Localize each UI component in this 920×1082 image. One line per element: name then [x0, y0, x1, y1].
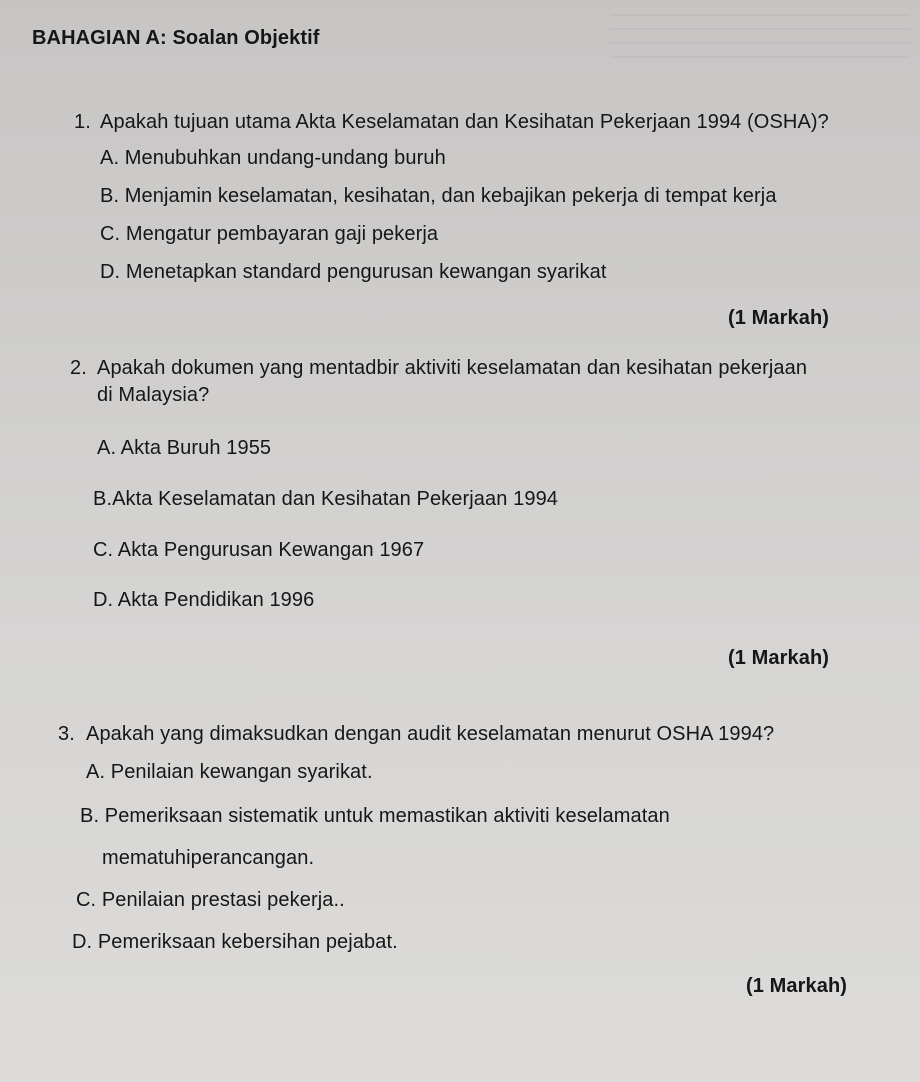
question-1-text: Apakah tujuan utama Akta Keselamatan dan Kesihatan Pekerjaan 1994 (OSHA)? [100, 111, 829, 133]
question-3-marks: (1 Markah) [746, 975, 848, 997]
question-3-text: Apakah yang dimaksudkan dengan audit keselamatan menurut OSHA 1994? [86, 723, 775, 745]
question-3-number: 3. [58, 723, 75, 745]
section-title: BAHAGIAN A: Soalan Objektif [32, 27, 320, 49]
question-1-number: 1. [74, 111, 91, 133]
question-1-option-d: D. Menetapkan standard pengurusan kewangan syarikat [100, 261, 607, 283]
question-2-marks: (1 Markah) [728, 647, 830, 669]
question-2-option-b: B.Akta Keselamatan dan Kesihatan Pekerjaan 1994 [93, 488, 559, 510]
question-3-option-c: C. Penilaian prestasi pekerja.. [76, 889, 345, 911]
question-2-option-c: C. Akta Pengurusan Kewangan 1967 [93, 539, 425, 561]
question-3-option-b: B. Pemeriksaan sistematik untuk memastikan aktiviti keselamatan [80, 805, 670, 827]
question-2-number: 2. [70, 357, 87, 379]
question-1-marks: (1 Markah) [728, 307, 830, 329]
question-2-text-line1: Apakah dokumen yang mentadbir aktiviti keselamatan dan kesihatan pekerjaan [97, 357, 808, 379]
question-1-option-a: A. Menubuhkan undang-undang buruh [100, 147, 446, 169]
question-2-option-d: D. Akta Pendidikan 1996 [93, 589, 315, 611]
question-1-option-c: C. Mengatur pembayaran gaji pekerja [100, 223, 439, 245]
question-3-option-d: D. Pemeriksaan kebersihan pejabat. [72, 931, 398, 953]
question-2-option-a: A. Akta Buruh 1955 [97, 437, 272, 459]
question-2-text-line2: di Malaysia? [97, 384, 210, 406]
question-1-option-b: B. Menjamin keselamatan, kesihatan, dan kebajikan pekerja di tempat kerja [100, 185, 777, 207]
question-3-option-a: A. Penilaian kewangan syarikat. [86, 761, 373, 783]
question-3-option-b-continuation: mematuhiperancangan. [102, 847, 315, 869]
bleed-through-text [610, 10, 910, 70]
